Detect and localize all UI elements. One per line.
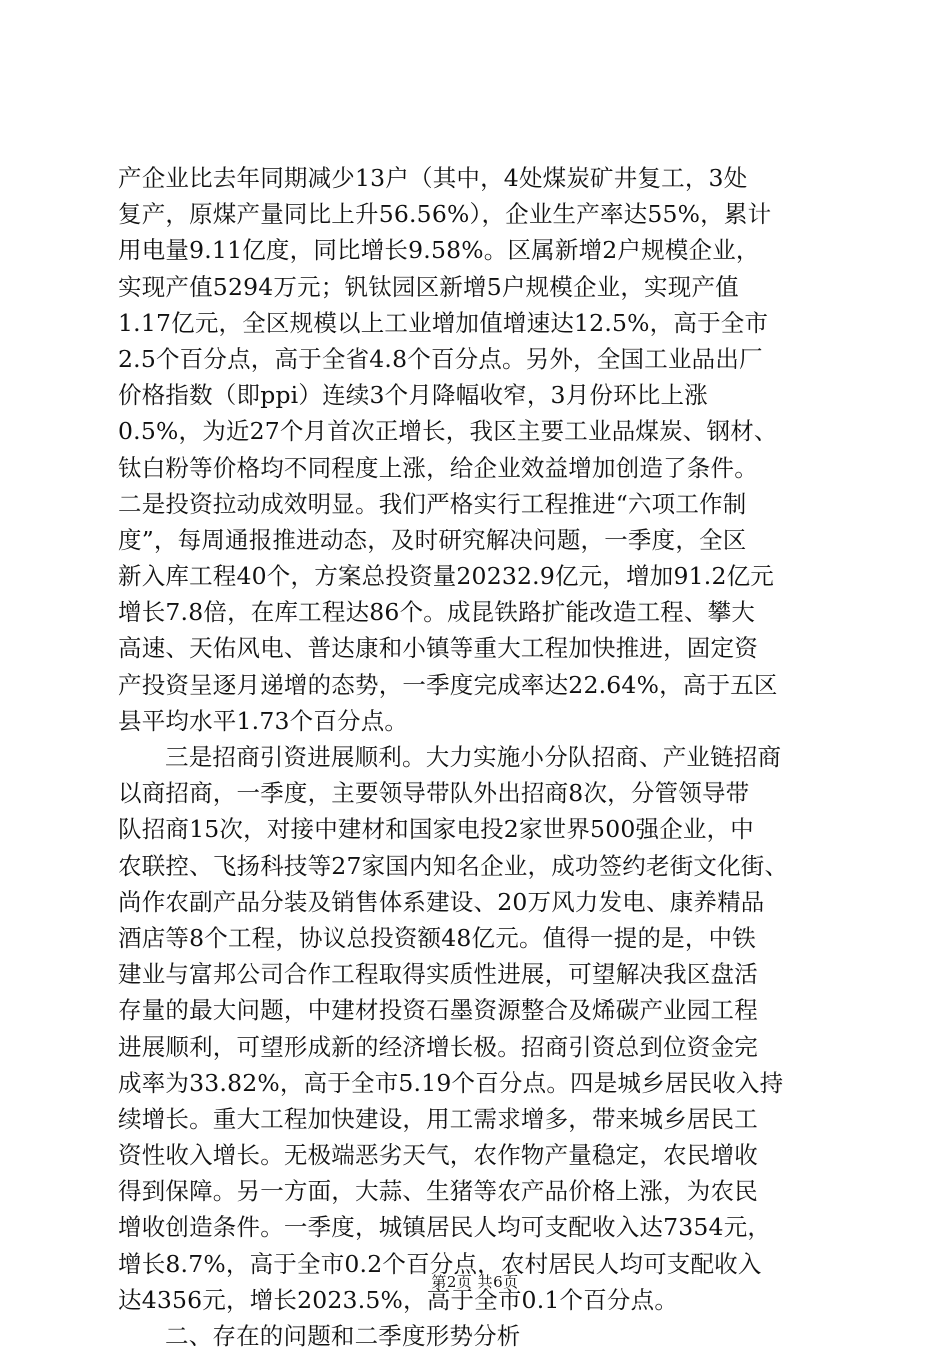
text-line: 二是投资拉动成效明显。我们严格实行工程推进“六项工作制 — [118, 489, 747, 518]
text-line: 度”，每周通报推进动态，及时研究解决问题，一季度，全区 — [118, 525, 747, 554]
text-line: 得到保障。另一方面，大蒜、生猪等农产品价格上涨，为农民 — [118, 1177, 758, 1206]
text-line: 续增长。重大工程加快建设，用工需求增多，带来城乡居民工 — [118, 1104, 758, 1133]
text-line: 产企业比去年同期减少13户（其中，4处煤炭矿井复工，3处 — [118, 164, 748, 192]
text-line: 1.17亿元，全区规模以上工业增加值增速达12.5%，高于全市 — [118, 308, 769, 337]
text-line: 钛白粉等价格均不同程度上涨，给企业效益增加创造了条件。 — [118, 453, 758, 482]
text-line: 0.5%，为近27个月首次正增长，我区主要工业品煤炭、钢材、 — [118, 417, 778, 446]
text-line: 县平均水平1.73个百分点。 — [118, 706, 409, 735]
text-line: 复产，原煤产量同比上升56.56%），企业生产率达55%，累计 — [118, 200, 772, 229]
document-body — [118, 160, 838, 1354]
text-line: 增收创造条件。一季度，城镇居民人均可支配收入达7354元， — [118, 1213, 772, 1242]
text-line: 产投资呈逐月递增的态势，一季度完成率达22.64%，高于五区 — [118, 670, 778, 699]
page-footer: 第2页 共6页 — [431, 1273, 519, 1291]
paragraph-start-line: 三是招商引资进展顺利。大力实施小分队招商、产业链招商 — [165, 743, 782, 771]
text-line: 队招商15次，对接中建材和国家电投2家世界500强企业，中 — [118, 815, 755, 844]
text-line: 进展顺利，可望形成新的经济增长极。招商引资总到位资金完 — [118, 1032, 758, 1061]
text-line: 增长7.8倍，在库工程达86个。成昆铁路扩能改造工程、攀大 — [118, 598, 756, 627]
text-line: 尚作农副产品分装及销售体系建设、20万风力发电、康养精品 — [118, 887, 765, 916]
text-line: 增长8.7%，高于全市0.2个百分点，农村居民人均可支配收入 — [118, 1249, 762, 1278]
text-line: 实现产值5294万元；钒钛园区新增5户规模企业，实现产值 — [118, 272, 739, 301]
text-line: 以商招商，一季度，主要领导带队外出招商8次，分管领导带 — [118, 779, 750, 808]
text-line: 存量的最大问题，中建材投资石墨资源整合及烯碳产业园工程 — [118, 996, 758, 1025]
text-line: 达4356元，增长2023.5%，高于全市0.1个百分点。 — [118, 1285, 679, 1314]
text-line: 用电量9.11亿度，同比增长9.58%。区属新增2户规模企业， — [118, 236, 760, 265]
text-line: 高速、天佑风电、普达康和小镇等重大工程加快推进，固定资 — [118, 634, 758, 663]
text-line: 酒店等8个工程，协议总投资额48亿元。值得一提的是，中铁 — [118, 923, 756, 952]
text-line: 成率为33.82%，高于全市5.19个百分点。四是城乡居民收入持 — [118, 1068, 784, 1097]
text-line: 新入库工程40个，方案总投资量20232.9亿元，增加91.2亿元 — [118, 562, 775, 591]
text-line: 2.5个百分点，高于全省4.8个百分点。另外，全国工业品出厂 — [118, 344, 763, 373]
text-line: 建业与富邦公司合作工程取得实质性进展，可望解决我区盘活 — [118, 960, 758, 989]
section-heading: 二、存在的问题和二季度形势分析 — [165, 1322, 521, 1350]
text-line: 价格指数（即ppi）连续3个月降幅收窄，3月份环比上涨 — [118, 381, 708, 410]
text-line: 资性收入增长。无极端恶劣天气，农作物产量稳定，农民增收 — [118, 1141, 758, 1170]
text-line: 农联控、飞扬科技等27家国内知名企业，成功签约老街文化街、 — [118, 851, 789, 880]
